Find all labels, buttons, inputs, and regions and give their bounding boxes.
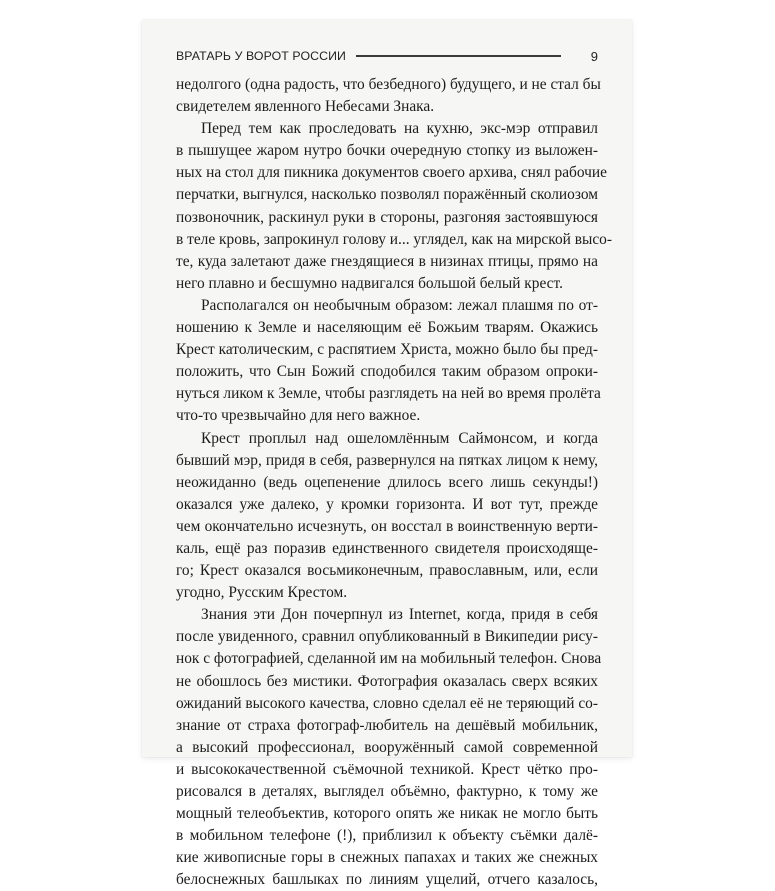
text-line: Перед тем как проследовать на кухню, экс-мэр отправил — [201, 120, 598, 138]
text-line: неожиданно (ведь оцепенение длилось всего лишь секунды!) — [176, 473, 598, 491]
running-header — [176, 46, 598, 66]
text-line: оказался уже далеко, у кромки горизонта. И вот тут, прежде — [176, 495, 598, 513]
text-line: и высококачественной съёмочной техникой. Крест чётко про- — [176, 760, 598, 778]
text-line: недолгого (одна радость, что безбедного) будущего, и не стал бы — [176, 76, 601, 93]
header-rule — [356, 55, 561, 57]
text-line: каль, ещё раз поразив единственного свидетеля происходяще- — [176, 539, 598, 557]
text-line: ношению к Земле и населяющим её Божьим тварям. Окажись — [176, 319, 598, 337]
text-line: ожиданий высокого качества, словно сделал её не теряющий со- — [176, 694, 598, 712]
paragraph — [176, 295, 601, 428]
text-line: нок с фотографией, сделанной им на мобильный телефон. Снова — [176, 650, 602, 668]
text-line: белоснежных башлыках по линиям ущелий, отчего казалось, — [176, 871, 598, 889]
text-line: после увиденного, сравнил опубликованный в Википедии рису- — [176, 628, 598, 646]
text-line: бывший мэр, придя в себя, развернулся на пятках лицом к нему, — [176, 451, 598, 469]
text-line: в пышущее жаром нутро бочки очередную стопку из выложен- — [176, 142, 598, 160]
text-line: нуться ликом к Земле, чтобы разглядеть на ней во время пролёта — [176, 385, 601, 403]
text-line: не обошлось без мистики. Фотография оказалась сверх всяких — [176, 672, 598, 690]
text-line: мощный телеобъектив, которого опять же никак не могло быть — [176, 805, 598, 823]
text-line: угодно, Русским Крестом. — [176, 584, 348, 602]
text-line: те, куда залетают даже гнездящиеся в низинах птицы, прямо на — [176, 252, 598, 270]
text-line: кие живописные горы в снежных папахах и таких же снежных — [176, 849, 598, 867]
text-line: Располагался он необычным образом: лежал плашмя по от- — [201, 296, 598, 314]
text-line: позвоночник, раскинул руки в стороны, разгоняя застоявшуюся — [176, 208, 598, 226]
text-line: чем окончательно исчезнуть, он восстал в воинственную верти- — [176, 517, 598, 535]
paragraph — [176, 604, 602, 891]
text-line: а высокий профессионал, вооружённый самой современной — [176, 738, 598, 756]
text-line: го; Крест оказался восьмиконечным, православным, или, если — [176, 562, 598, 580]
paragraph — [176, 428, 598, 605]
text-line: Крест католическим, с распятием Христа, можно было бы пред- — [176, 341, 598, 359]
text-line: ных на стол для пикника документов своего архива, снял рабочие — [176, 164, 607, 182]
text-line: в мобильном телефоне (!), приблизил к объекту съёмки далё- — [176, 827, 598, 845]
text-line: перчатки, выгнулся, насколько позволял поражённый сколиозом — [176, 186, 598, 204]
text-line: положить, что Сын Божий сподобился таким образом опроки- — [176, 363, 598, 381]
text-line: что-то чрезвычайно для него важное. — [176, 407, 421, 425]
page-number: 9 — [590, 48, 598, 64]
text-line: Крест проплыл над ошеломлённым Саймонсом, и когда — [201, 429, 598, 447]
body-text — [176, 74, 612, 891]
text-line: в теле кровь, запрокинул голову и... углядел, как на мирской высо- — [176, 230, 612, 248]
paragraph — [176, 74, 601, 118]
text-line: рисовался в деталях, выглядел объёмно, фактурно, к тому же — [176, 783, 598, 800]
text-line: Знания эти Дон почерпнул из Internet, когда, придя в себя — [201, 606, 598, 624]
paragraph — [176, 118, 612, 295]
text-line: знание от страха фотограф-любитель на дешёвый мобильник, — [176, 716, 598, 734]
text-line: свидетелем явленного Небесами Знака. — [176, 98, 435, 116]
running-header-title: ВРАТАРЬ У ВОРОТ РОССИИ — [176, 48, 346, 63]
text-line: него плавно и бесшумно надвигался большой белый крест. — [176, 274, 563, 292]
